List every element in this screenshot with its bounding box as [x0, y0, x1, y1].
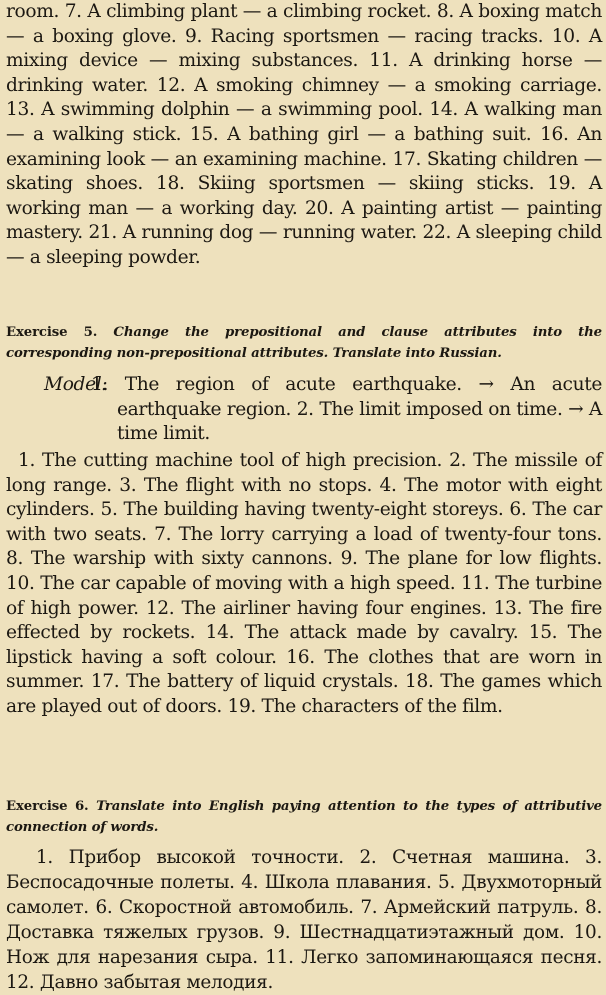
model-label: Model:: [44, 374, 108, 395]
exercise5-body: 1. The cutting machine tool of high precision. 2. The missile of long range. 3. The flight with no stops. 4. The motor with eight cylinders. 5. The building having twenty-eight storeys. 6. The car with two seats. 7. The lorry carrying a load of twenty-four tons. 8. The warship with sixty cannons. 9. The plane for low flights. 10. The car capable of moving with a high speed. 11. The turbine of high power. 12. The airliner having four engines. 13. The fire effected by rockets. 14. The attack made by cavalry. 15. The lipstick having a soft colour. 16. The clothes that are worn in summer. 17. The battery of liquid crystals. 18. The games which are played out of doors. 19. The characters of the film.: [6, 450, 602, 717]
exercise6-instruction: Translate into English paying attention to the types of attributive connection of words.: [6, 799, 602, 835]
exercise5-instruction: Change the prepositional and clause attributes into the corresponding non-prepositional attributes. Translate into Russian.: [6, 325, 602, 361]
exercise5-heading: [6, 322, 602, 364]
exercise6-body: 1. Прибор высокой точности. 2. Счетная машина. 3. Беспосадочные полеты. 4. Школа плавания. 5. Двухмоторный самолет. 6. Скоростной автомобиль. 7. Армейский патруль. 8. Доставка тяжелых грузов. 9. Шестнадцатиэтажный дом. 10. Нож для нарезания сыра. 11. Легко запоминающаяся песня. 12. Давно забытая мелодия.: [6, 847, 602, 993]
exercise4-continuation-text: room. 7. A climbing plant — a climbing rocket. 8. A boxing match — a boxing glove. 9. Racing sportsmen — racing tracks. 10. A mixing device — mixing substances. 11. A drinking horse — drinking water. 12. A smoking chimney — a smoking carriage. 13. A swimming dolphin — a swimming pool. 14. A walking man — a walking stick. 15. A bathing girl — a bathing suit. 16. An examining look — an examining machine. 17. Skating children — skating shoes. 18. Skiing sportsmen — skiing sticks. 19. A working man — a working day. 20. A painting artist — painting mastery. 21. A running dog — running water. 22. A sleeping child — a sleeping powder.: [6, 1, 602, 268]
exercise6-label: Exercise 6.: [6, 799, 89, 814]
exercise5-label: Exercise 5.: [6, 325, 98, 340]
model-text: 1. The region of acute earthquake. → An acute earthquake region. 2. The limit imposed on time. → A time limit.: [91, 374, 602, 445]
exercise6-heading: [6, 796, 602, 838]
